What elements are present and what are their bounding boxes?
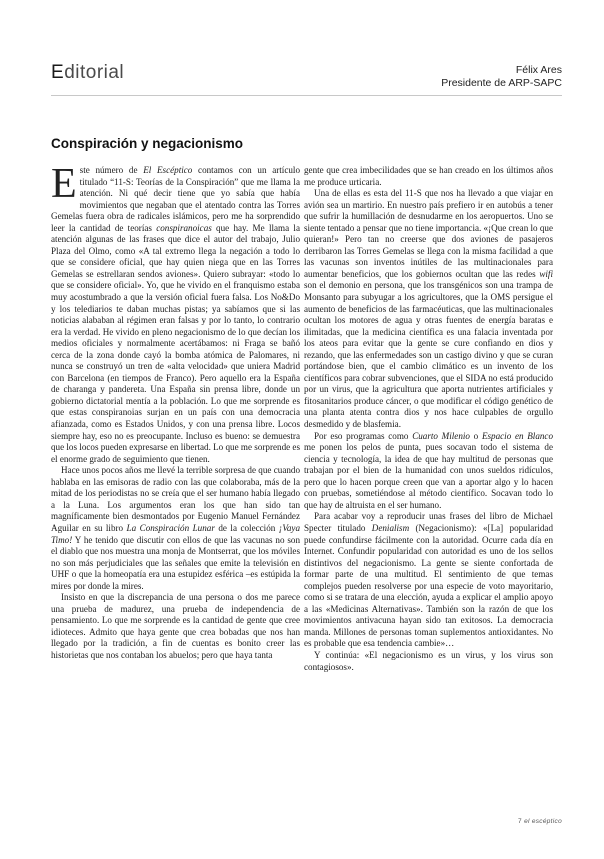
text-run: me ponen los pelos de punta, pues socavan todo el sistema de ciencia y tecnología, la idea de que hay multitud de personas que trabajan por el bien de la humanidad con unos sueldos ridículos, pero que lo hacen porque creen que van a aportar algo y lo hacen con pruebas, sometiéndose al método científico. Socavan todo lo que hay de altruista en el ser humano. [304, 442, 553, 510]
italic-text: Espacio en Blanco [481, 430, 553, 441]
author-name: Félix Ares [515, 64, 562, 76]
drop-cap: E [51, 161, 77, 207]
italic-text: Cuarto Milenio [412, 430, 470, 441]
text-run: Y he tenido que discutir con ellos de que las vacunas no son el diablo que nos muestra una monja de Montserrat, que los móviles no son más perjudiciales que las señales que emite la televisión en UHF o que la homeopatía era una estupidez esférica –es estúpida la mires por donde la mires. [51, 534, 300, 591]
italic-text: Denialism [371, 522, 410, 533]
section-title-initial: E [51, 62, 65, 83]
author-block [441, 64, 562, 90]
header-divider [51, 95, 562, 96]
magazine-name: el escéptico [524, 818, 562, 825]
page-footer [518, 818, 562, 825]
italic-text: El Escéptico [143, 165, 193, 175]
section-title [51, 62, 124, 84]
text-run: o [469, 430, 482, 441]
text-run: Hace unos pocos años me llevé la terrible sorpresa de que cuando hablaba en las emisoras de radio con las que colaboraba, más de la mitad de los periodistas no se creía que el ser humano había llegado a la Luna. Los argumentos eran los que han sido tan magníficamente bien desmontados por Eugenio Manuel Fernández Aguilar en su libro [51, 465, 300, 533]
italic-text: La Conspiración Lunar [126, 522, 215, 533]
text-run: Para acabar voy a reproducir unas frases del libro de Michael Specter titulado [304, 511, 553, 533]
paragraph [304, 431, 553, 512]
article-column-left [51, 161, 300, 662]
paragraph [51, 592, 300, 661]
text-run: que hay. Me llama la atención algunas de las frases que dice el autor del trabajo, Julio Plaza del Olmo, como «A tal extremo llega la negación a todo lo que se considere oficial, que hay quien niega que en las Torres Gemelas se estrellaran sendos aviones». Quiero subrayar: «todo lo que se considere oficial». Yo, que he vivido en el franquismo estaba muy acostumbrado a que la versión oficial fuera falsa. Los No&Do y los telediarios te daban muchas pistas; ya sabíamos que si las noticias alababan al régimen eran falsas y por lo tanto, lo contrario era la verdad. He vivido en pleno negacionismo de lo que decían los medios oficiales y normalmente acertábamos: ni Fraga se bañó cerca de la zona donde cayó la bomba atómica de Palomares, ni nunca se construyó un tren de «alta velocidad» que uniera Madrid con Barcelona (en tiempos de Franco). Pero aquello era la España de charanga y pandereta. Una España sin prensa libre, donde un gobierno dictatorial mentía a la población. Lo que me sorprende es que estas conspiranoias surjan en un país con una democracia afianzada, como es Estados Unidos, y con una prensa libre. Locos siempre hay, eso no es preocupante. Incluso es bueno: se demuestra que los locos pueden expresarse en libertad. Lo que me sorprende es el enorme grado de seguimiento que tienen. [51, 222, 300, 464]
article-column-right [304, 165, 553, 673]
paragraph [304, 165, 553, 188]
paragraph [304, 188, 553, 430]
text-run: de la colección [214, 522, 279, 533]
text-run: gente que crea imbecilidades que se han creado en los últimos años me produce urticaria. [304, 165, 553, 187]
paragraph [304, 511, 553, 650]
italic-text: wifi [539, 268, 553, 279]
text-run: (Negacionismo): «[La] popularidad puede confundirse fácilmente con la autoridad. Ocurre cada día en Internet. Confundir popularidad con autoridad es uno de los sellos distintivos del negacionismo. La gente se siente confortada de formar parte de una multitud. El sentimiento de que temas complejos pueden resolverse por una especie de voto mayoritario, como si se tratara de una elección, ayuda a explicar el amplio apoyo a las «Medicinas Alternativas». También son la razón de que los movimientos antivacuna hayan sido tan exitosos. La democracia manda. Millones de personas toman suplementos antioxidantes. No es probable que esa tendencia cambie»… [304, 522, 553, 649]
paragraph [304, 650, 553, 673]
text-run: contamos con un artículo titulado “11-S: Teorías de la Conspiración” que me llama la atención. Ni qué decir tiene que yo sabía que había movimientos que negaban que el atentado contra las Torres Gemelas fuera obra de radicales islámicos, pero me ha sorprendido leer la cantidad de teorías [51, 165, 300, 233]
page-number: 7 [518, 818, 522, 825]
article-title: Conspiración y negacionismo [51, 136, 244, 151]
text-run: Y continúa: «El negacionismo es un virus, y los virus son contagiosos». [304, 649, 553, 672]
text-run: Por eso programas como [314, 430, 413, 441]
text-run: Insisto en que la discrepancia de una persona o dos me parece una prueba de madurez, una prueba de independencia de pensamiento. Lo que me sorprende es la cantidad de gente que cree idioteces. Admito que haya gente que crea bobadas que nos han llegado por la tradición, a fin de cuentas es bonito creer las historietas que nos contaban los abuelos; pero que haya tanta [51, 592, 300, 660]
paragraph [51, 161, 300, 465]
section-title-rest: ditorial [64, 62, 125, 83]
italic-text: conspiranoicas [156, 222, 212, 233]
author-role: Presidente de ARP-SAPC [441, 77, 562, 89]
text-run: Una de ellas es esta del 11-S que nos ha llevado a que viajar en avión sea un martirio. En nuestro país prefiero ir en autobús a tener que sufrir la humillación de desnudarme en los aeropuertos. Uno se siente tentado a pensar que no tiene importancia. «¡Que crean lo que quieran!» Pero tan no creerse que dos aviones de pasajeros derribaron las Torres Gemelas se llega con la misma facilidad a que las vacunas son inventos inútiles de las multinacionales para aumentar beneficios, que los gobiernos ocultan que las redes [304, 188, 553, 279]
text-run: son el demonio en persona, que los transgénicos son una trampa de Monsanto para subyugar a los agricultores, que la OMS persigue el aumento de beneficios de las farmacéuticas, que las multinacionales ocultan los motores de agua y otras fuentes de energía baratas e ilimitadas, que la medicina científica es una falacia inventada por los ateos para evitar que la gente se cure confiando en dios y rezando, que las enfermedades son un castigo divino y que se curan portándose bien, que el cambio climático es un invento de los científicos para cobrar subvenciones, que el SIDA no está producido por un virus, que la agricultura que aporta nutrientes artificiales y fitosanitarios produce cáncer, o que modificar el código genético de una planta atenta contra dios y nos hace culpables de orgullo desmedido y de blasfemia. [304, 280, 553, 430]
italic-text: ¡Vaya Timo! [51, 522, 300, 545]
paragraph [51, 465, 300, 592]
text-run: ste número de [79, 165, 144, 175]
